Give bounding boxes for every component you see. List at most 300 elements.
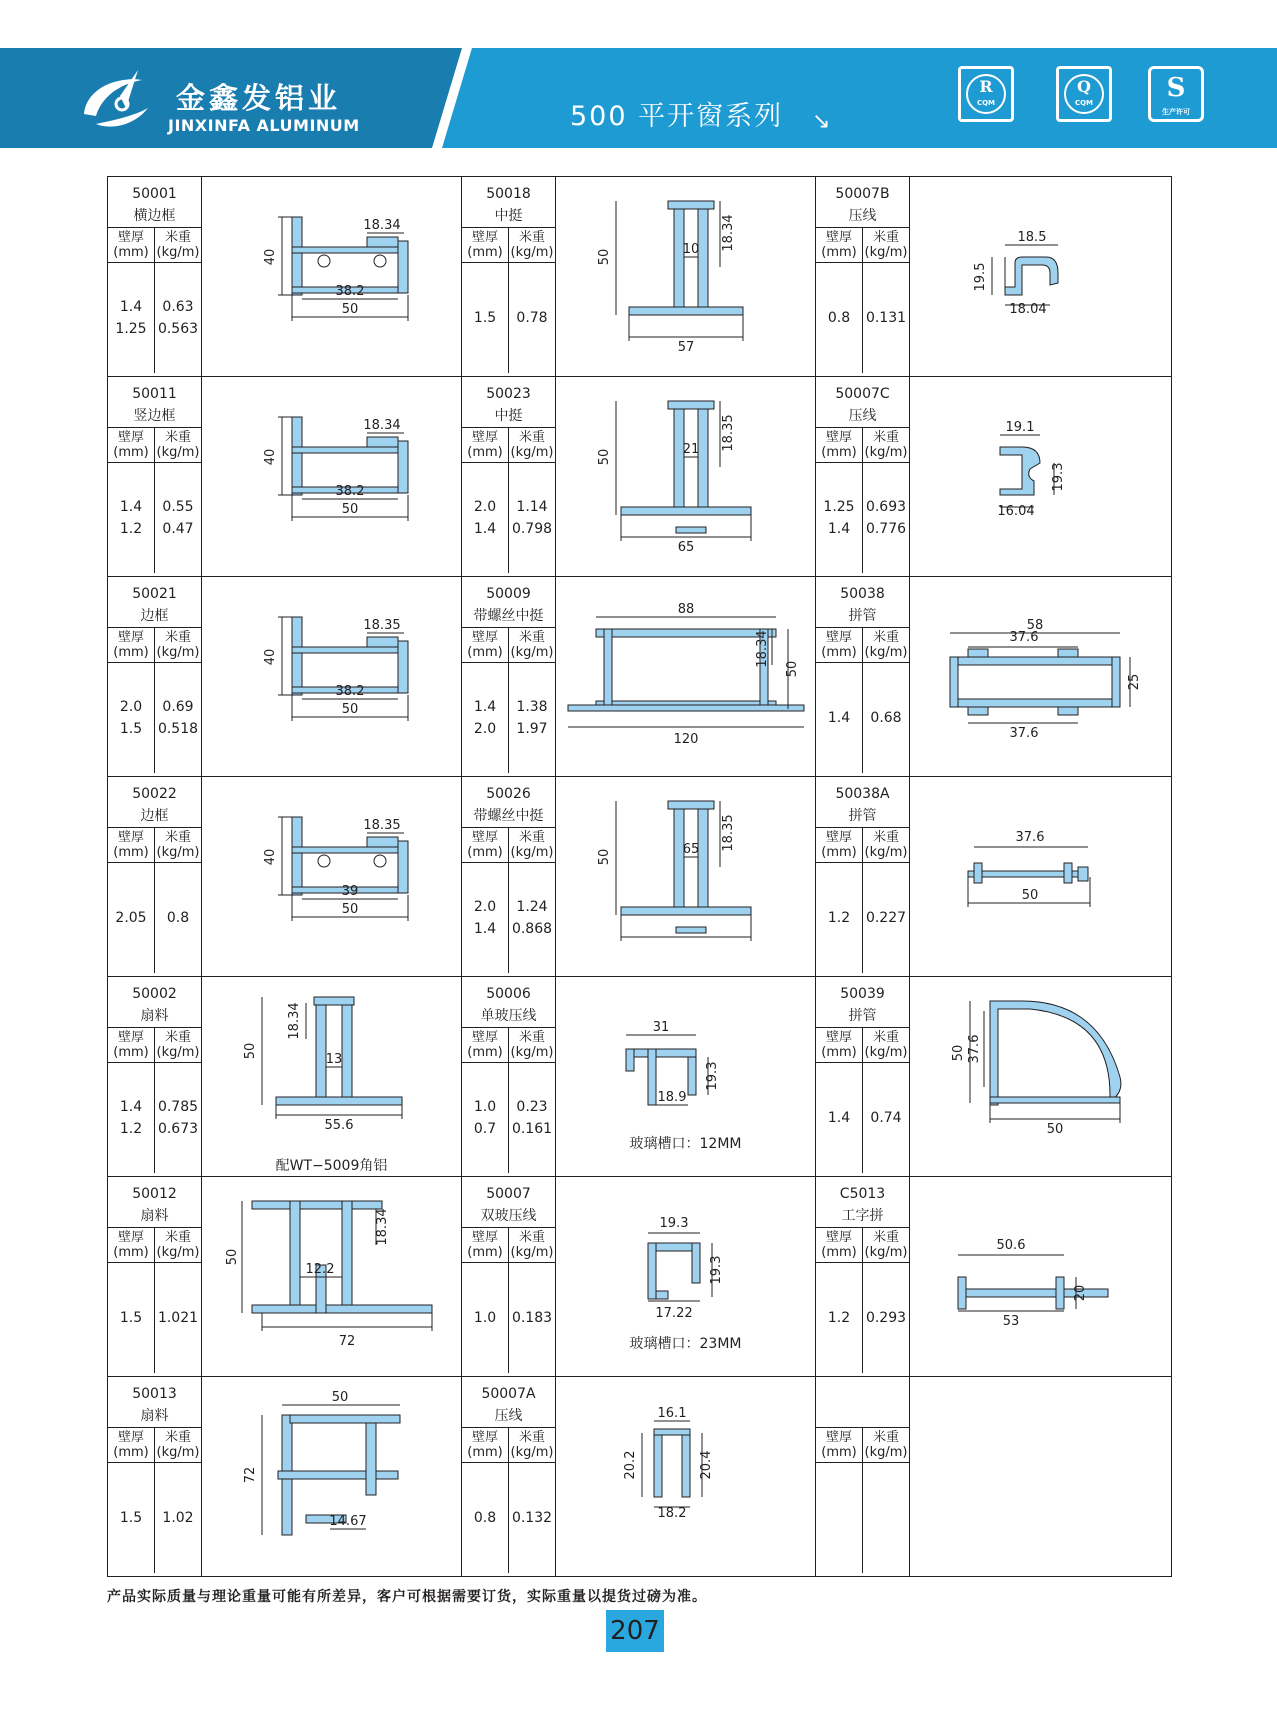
profile-section <box>629 307 743 315</box>
profile-code: 50007A <box>481 1386 536 1402</box>
catalog-row <box>108 177 1172 377</box>
profile-section <box>656 1291 668 1299</box>
thickness-value: 1.5 <box>473 310 497 326</box>
dimension-label: 40 <box>263 848 278 866</box>
spec-table <box>816 1427 909 1573</box>
profile-info <box>462 377 556 577</box>
dimension-label: 18.2 <box>657 1506 687 1521</box>
spec-table <box>462 427 555 573</box>
thickness-value: 1.25 <box>823 499 855 515</box>
dimension-label: 38.2 <box>335 684 365 699</box>
dimension-label: 72 <box>243 1466 258 1484</box>
profile-drawing <box>556 1377 816 1577</box>
spec-table <box>816 627 909 773</box>
profile-info <box>462 177 556 377</box>
weight-header: 米重 (kg/m) <box>863 428 910 463</box>
dimension-label: 57 <box>677 340 695 355</box>
thickness-header: 壁厚 (mm) <box>108 1428 155 1463</box>
profile-section <box>292 847 404 853</box>
thickness-value: 0.7 <box>473 1121 497 1137</box>
profile-section <box>654 1429 690 1435</box>
weight-header: 米重 (kg/m) <box>155 1428 202 1463</box>
profile-name: 中挺 <box>494 408 523 424</box>
profile-section <box>292 647 404 653</box>
profile-section <box>674 201 684 313</box>
profile-section <box>1058 649 1078 657</box>
dimension-label: 19.3 <box>1051 462 1066 492</box>
profile-info <box>108 577 202 777</box>
profile-info <box>816 377 910 577</box>
profile-code: 50018 <box>486 186 531 202</box>
profile-code: 50011 <box>132 386 177 402</box>
weight-value: 0.8 <box>166 910 190 926</box>
profile-name: 压线 <box>848 208 877 224</box>
profile-section <box>668 401 714 409</box>
dimension-label: 18.34 <box>721 214 736 252</box>
weight-header: 米重 (kg/m) <box>155 228 202 263</box>
profile-code: 50022 <box>132 786 177 802</box>
dimension-label: 18.35 <box>363 618 401 633</box>
weight-header: 米重 (kg/m) <box>509 1228 556 1263</box>
thickness-value: 1.4 <box>119 499 143 515</box>
profile-section <box>674 401 684 513</box>
dimension-label: 21 <box>682 442 700 457</box>
thickness-value: 1.4 <box>473 699 497 715</box>
spec-table <box>462 827 555 973</box>
thickness-value: 1.4 <box>473 921 497 937</box>
profile-section <box>367 437 398 447</box>
profile-section <box>398 241 408 293</box>
dimension-label: 13 <box>325 1052 343 1067</box>
dimension-label: 19.1 <box>1005 420 1035 435</box>
thickness-header: 壁厚 (mm) <box>816 628 863 663</box>
thickness-header: 壁厚 (mm) <box>816 1028 863 1063</box>
profile-note: 玻璃槽口：12MM <box>629 1136 742 1152</box>
spec-table <box>108 427 201 573</box>
profile-section <box>950 657 958 707</box>
thickness-header: 壁厚 (mm) <box>462 1228 509 1263</box>
dimension-label: 10 <box>682 242 700 257</box>
dimension-label: 50.6 <box>996 1238 1026 1253</box>
weight-header: 米重 (kg/m) <box>863 1428 910 1463</box>
profile-name: 单玻压线 <box>480 1008 537 1024</box>
catalog-row <box>108 1177 1172 1377</box>
dimension-label: 53 <box>1002 1314 1020 1329</box>
spec-table <box>816 227 909 373</box>
weight-value: 0.227 <box>865 910 907 926</box>
catalog-row <box>108 1377 1172 1577</box>
profile-name: 带螺丝中挺 <box>473 608 544 624</box>
weight-header: 米重 (kg/m) <box>509 1428 556 1463</box>
weight-header: 米重 (kg/m) <box>863 628 910 663</box>
dimension-label: 31 <box>652 1020 670 1035</box>
dimension-label: 50 <box>597 448 612 466</box>
profile-info <box>108 977 202 1177</box>
weight-value: 1.021 <box>157 1310 199 1326</box>
thickness-header: 壁厚 (mm) <box>816 1428 863 1463</box>
dimension-label: 19.3 <box>705 1061 720 1091</box>
dimension-label: 20 <box>1073 1284 1088 1302</box>
profile-drawing <box>910 177 1172 377</box>
dimension-label: 40 <box>263 648 278 666</box>
dimension-label: 20.4 <box>699 1450 714 1480</box>
thickness-header: 壁厚 (mm) <box>462 1028 509 1063</box>
profile-section <box>692 1243 700 1283</box>
profile-info <box>816 977 910 1177</box>
profile-section <box>648 1243 656 1299</box>
dimension-label: 65 <box>677 540 695 555</box>
weight-value: 0.563 <box>157 321 199 337</box>
profile-section <box>654 1433 662 1497</box>
spec-table <box>462 627 555 773</box>
profile-code: 50038 <box>840 586 885 602</box>
dimension-label: 50 <box>341 702 359 717</box>
profile-section <box>252 1305 432 1313</box>
weight-value: 0.785 <box>157 1099 199 1115</box>
spec-table <box>108 1027 201 1173</box>
thickness-header: 壁厚 (mm) <box>108 1028 155 1063</box>
weight-value: 0.693 <box>865 499 907 515</box>
weight-header: 米重 (kg/m) <box>863 1028 910 1063</box>
weight-value: 1.02 <box>162 1510 194 1526</box>
cert-r-icon: R CQM <box>958 66 1014 122</box>
dimension-label: 18.34 <box>287 1002 302 1040</box>
weight-value: 0.132 <box>511 1510 553 1526</box>
dimension-label: 55.6 <box>324 1118 354 1133</box>
profile-section <box>398 441 408 493</box>
weight-value: 0.69 <box>162 699 194 715</box>
profile-section <box>626 1049 634 1071</box>
profile-section <box>648 1049 656 1105</box>
profile-section <box>968 871 1078 877</box>
profile-code: 50023 <box>486 386 531 402</box>
profile-section <box>668 201 714 209</box>
dimension-label: 120 <box>673 732 699 747</box>
profile-section <box>316 997 326 1101</box>
dimension-label: 12.2 <box>305 1262 335 1277</box>
profile-code: C5013 <box>839 1186 886 1202</box>
weight-header: 米重 (kg/m) <box>509 428 556 463</box>
weight-value: 0.63 <box>162 299 194 315</box>
thickness-header: 壁厚 (mm) <box>816 828 863 863</box>
thickness-header: 壁厚 (mm) <box>462 628 509 663</box>
spec-table <box>108 1427 201 1573</box>
profile-section <box>682 1433 690 1497</box>
dimension-label: 72 <box>338 1334 356 1349</box>
thickness-value: 1.4 <box>827 521 851 537</box>
profile-note: 配WT−5009角铝 <box>275 1158 388 1174</box>
catalog-row <box>108 377 1172 577</box>
thickness-value: 2.0 <box>119 699 143 715</box>
profile-name: 带螺丝中挺 <box>473 808 544 824</box>
profile-section <box>604 629 612 709</box>
profile-section <box>621 507 751 515</box>
thickness-header: 壁厚 (mm) <box>108 428 155 463</box>
profile-section <box>950 657 1120 665</box>
profile-note: 玻璃槽口：23MM <box>629 1336 742 1352</box>
weight-header: 米重 (kg/m) <box>509 1028 556 1063</box>
thickness-value: 1.0 <box>473 1310 497 1326</box>
weight-header: 米重 (kg/m) <box>863 828 910 863</box>
weight-header: 米重 (kg/m) <box>155 828 202 863</box>
profile-section <box>278 1471 398 1479</box>
profile-section <box>596 629 776 637</box>
profile-section <box>292 217 302 295</box>
profile-info <box>108 1377 202 1577</box>
thickness-value: 2.0 <box>473 499 497 515</box>
profile-section <box>958 1277 966 1309</box>
profile-drawing <box>202 577 462 777</box>
thickness-header: 壁厚 (mm) <box>816 428 863 463</box>
profile-section <box>366 1415 376 1495</box>
thickness-header: 壁厚 (mm) <box>462 428 509 463</box>
profile-section <box>290 1201 300 1313</box>
thickness-value: 1.2 <box>827 1310 851 1326</box>
thickness-header: 壁厚 (mm) <box>462 828 509 863</box>
catalog-row <box>108 777 1172 977</box>
spec-table <box>462 1227 555 1373</box>
thickness-value: 2.0 <box>473 899 497 915</box>
weight-header: 米重 (kg/m) <box>863 1228 910 1263</box>
dimension-label: 37.6 <box>967 1034 982 1064</box>
profile-section <box>698 401 708 513</box>
spec-table <box>108 827 201 973</box>
catalog-row <box>108 977 1172 1177</box>
brand-name-en: JINXINFA ALUMINUM <box>168 116 360 135</box>
profile-name: 边框 <box>140 608 169 624</box>
thickness-value: 1.4 <box>119 1099 143 1115</box>
thickness-header: 壁厚 (mm) <box>816 1228 863 1263</box>
thickness-value: 0.8 <box>473 1510 497 1526</box>
weight-value: 0.798 <box>511 521 553 537</box>
profile-section <box>674 801 684 913</box>
profile-code: 50021 <box>132 586 177 602</box>
dimension-label: 37.6 <box>1009 630 1039 645</box>
profile-code: 50012 <box>132 1186 177 1202</box>
dimension-label: 40 <box>263 248 278 266</box>
profile-name: 拼管 <box>848 1008 877 1024</box>
spec-table <box>108 1227 201 1373</box>
profile-drawing <box>910 777 1172 977</box>
dimension-label: 38.2 <box>335 484 365 499</box>
profile-code: 50038A <box>835 786 890 802</box>
profile-info <box>462 977 556 1177</box>
profile-drawing <box>556 777 816 977</box>
thickness-value: 1.0 <box>473 1099 497 1115</box>
dimension-label: 18.34 <box>363 218 401 233</box>
weight-value: 0.161 <box>511 1121 553 1137</box>
profile-drawing <box>910 1177 1172 1377</box>
profile-name: 横边框 <box>133 208 176 224</box>
dimension-label: 65 <box>682 842 700 857</box>
dimension-label: 37.6 <box>1009 726 1039 741</box>
dimension-label: 25 <box>1127 673 1142 691</box>
profile-code: 50007 <box>486 1186 531 1202</box>
profile-name: 压线 <box>494 1408 523 1424</box>
profile-section <box>1112 657 1120 707</box>
profile-name: 拼管 <box>848 808 877 824</box>
profile-section <box>276 1097 402 1105</box>
series-title: 500 平开窗系列 <box>570 101 784 132</box>
footer-note: 产品实际质量与理论重量可能有所差异，客户可根据需要订货，实际重量以提货过磅为准。 <box>107 1589 707 1605</box>
profile-section <box>292 417 302 495</box>
profile-code: 50013 <box>132 1386 177 1402</box>
profile-section <box>1056 1277 1064 1309</box>
weight-value: 0.776 <box>865 521 907 537</box>
thickness-value: 1.5 <box>119 1310 143 1326</box>
profile-section <box>1005 257 1058 295</box>
profile-section <box>626 1049 696 1057</box>
dimension-label: 50 <box>1046 1122 1064 1137</box>
thickness-header: 壁厚 (mm) <box>108 228 155 263</box>
weight-header: 米重 (kg/m) <box>509 228 556 263</box>
profile-name: 中挺 <box>494 208 523 224</box>
profile-section <box>367 637 398 647</box>
dimension-label: 14.67 <box>329 1514 367 1529</box>
profile-name: 压线 <box>848 408 877 424</box>
profile-info <box>462 777 556 977</box>
thickness-header: 壁厚 (mm) <box>816 228 863 263</box>
spec-table <box>816 1227 909 1373</box>
profile-section <box>292 247 404 253</box>
dimension-label: 16.1 <box>657 1406 687 1421</box>
dimension-label: 19.3 <box>659 1216 689 1231</box>
weight-value: 0.68 <box>870 710 902 726</box>
profile-code: 50009 <box>486 586 531 602</box>
profile-section <box>342 997 352 1101</box>
weight-value: 0.74 <box>870 1110 902 1126</box>
profile-code: 50026 <box>486 786 531 802</box>
profile-name: 竖边框 <box>133 408 176 424</box>
profile-section <box>398 841 408 893</box>
dimension-label: 50 <box>597 848 612 866</box>
cert-q-icon: Q CQM <box>1056 66 1112 122</box>
thickness-header: 壁厚 (mm) <box>108 828 155 863</box>
weight-value: 0.518 <box>157 721 199 737</box>
dimension-label: 18.9 <box>657 1090 687 1105</box>
weight-value: 0.55 <box>162 499 194 515</box>
profile-section <box>621 907 751 915</box>
profile-section <box>1078 867 1088 881</box>
page-number: 207 <box>606 1610 664 1652</box>
profile-info <box>108 177 202 377</box>
weight-header: 米重 (kg/m) <box>509 828 556 863</box>
arrow-icon: ↘ <box>812 109 831 134</box>
weight-header: 米重 (kg/m) <box>155 1228 202 1263</box>
profile-name: 扇料 <box>140 1008 169 1024</box>
profile-section <box>314 997 354 1005</box>
dimension-label: 17.22 <box>655 1306 693 1321</box>
profile-drawing <box>910 577 1172 777</box>
profile-section <box>676 527 706 533</box>
thickness-value: 2.05 <box>115 910 147 926</box>
profile-drawing <box>202 777 462 977</box>
dimension-label: 16.04 <box>997 504 1035 519</box>
weight-header: 米重 (kg/m) <box>509 628 556 663</box>
thickness-value: 1.2 <box>119 1121 143 1137</box>
header-band <box>0 48 1277 148</box>
profile-drawing <box>202 377 462 577</box>
profile-section <box>290 1415 400 1423</box>
thickness-value: 1.5 <box>119 721 143 737</box>
dimension-label: 50 <box>341 302 359 317</box>
profile-section <box>1064 863 1072 883</box>
profile-section <box>398 641 408 693</box>
thickness-value: 0.8 <box>827 310 851 326</box>
weight-value: 1.97 <box>516 721 548 737</box>
profile-section <box>688 1057 696 1095</box>
dimension-label: 50 <box>951 1044 966 1062</box>
profile-name: 双玻压线 <box>480 1208 537 1224</box>
profile-name: 扇料 <box>140 1408 169 1424</box>
thickness-value: 1.4 <box>827 1110 851 1126</box>
profile-section <box>698 201 708 313</box>
profile-section <box>1000 447 1040 495</box>
thickness-header: 壁厚 (mm) <box>462 228 509 263</box>
weight-value: 1.14 <box>516 499 548 515</box>
dimension-label: 18.34 <box>363 418 401 433</box>
thickness-header: 壁厚 (mm) <box>108 628 155 663</box>
dimension-label: 18.04 <box>1009 302 1047 317</box>
spec-table <box>108 627 201 773</box>
dimension-label: 18.35 <box>721 414 736 452</box>
profile-info <box>816 1377 910 1577</box>
profile-code: 50002 <box>132 986 177 1002</box>
profile-section <box>367 237 398 247</box>
profile-drawing <box>202 1377 462 1577</box>
thickness-value: 1.4 <box>119 299 143 315</box>
dimension-label: 18.35 <box>721 814 736 852</box>
dimension-label: 39 <box>341 884 359 899</box>
profile-drawing <box>202 177 462 377</box>
profile-code: 50001 <box>132 186 177 202</box>
profile-drawing <box>910 1377 1172 1577</box>
profile-info <box>816 577 910 777</box>
profile-section <box>342 1201 352 1309</box>
catalog-row <box>108 577 1172 777</box>
weight-value: 0.131 <box>865 310 907 326</box>
profile-section <box>568 705 804 711</box>
spec-table <box>108 227 201 373</box>
weight-value: 0.47 <box>162 521 194 537</box>
profile-section <box>990 1097 1120 1103</box>
thickness-header: 壁厚 (mm) <box>108 1228 155 1263</box>
thickness-value: 1.2 <box>827 910 851 926</box>
weight-value: 0.293 <box>865 1310 907 1326</box>
spec-table <box>816 827 909 973</box>
profile-section <box>950 699 1120 707</box>
weight-value: 1.24 <box>516 899 548 915</box>
profile-info <box>108 377 202 577</box>
weight-value: 0.673 <box>157 1121 199 1137</box>
profile-name: 工字拼 <box>841 1208 884 1224</box>
dimension-label: 19.5 <box>973 262 988 292</box>
dimension-label: 88 <box>677 602 695 617</box>
profile-code: 50007C <box>835 386 890 402</box>
profile-section <box>292 817 302 895</box>
dimension-label: 58 <box>1026 618 1044 633</box>
dimension-label: 50 <box>597 248 612 266</box>
profile-drawing <box>910 377 1172 577</box>
profile-catalog-table <box>107 176 1172 1577</box>
weight-header: 米重 (kg/m) <box>155 1028 202 1063</box>
thickness-value: 2.0 <box>473 721 497 737</box>
weight-header: 米重 (kg/m) <box>863 228 910 263</box>
profile-drawing <box>202 1177 462 1377</box>
spec-table <box>816 427 909 573</box>
profile-info <box>816 1177 910 1377</box>
profile-section <box>292 617 302 695</box>
